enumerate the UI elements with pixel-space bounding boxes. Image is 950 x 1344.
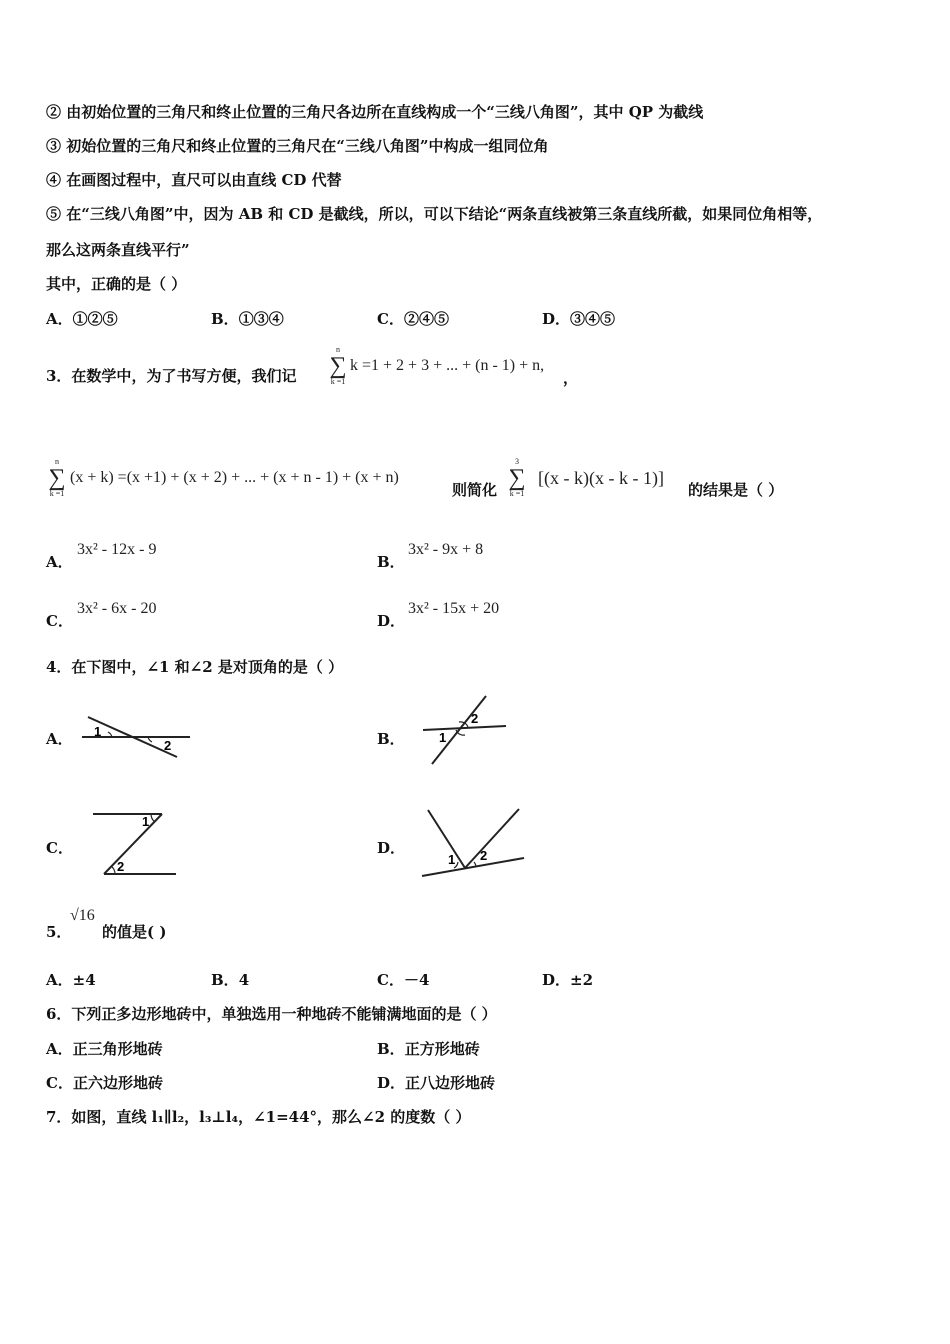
q4-option-d-label[interactable]: D．	[377, 839, 406, 857]
q5-option-c[interactable]: C．－4	[377, 971, 430, 989]
angle-2-label: 2	[117, 859, 125, 874]
q3-then: 则简化	[452, 481, 498, 499]
angle-2-label: 2	[164, 738, 172, 753]
q3-option-a[interactable]: 3x² - 12x - 9	[77, 541, 157, 558]
statement-5-cont: 那么这两条直线平行”	[46, 241, 190, 259]
q6-stem: 6．下列正多边形地砖中，单独选用一种地砖不能铺满地面的是（ ）	[46, 1005, 497, 1023]
q4-figure-b[interactable]	[418, 692, 513, 771]
q3-option-a-label[interactable]: A．	[46, 553, 73, 571]
q5-option-b[interactable]: B．4	[211, 971, 250, 989]
q3-sum-3	[506, 458, 528, 498]
q3-option-c-label[interactable]: C．	[46, 612, 73, 630]
statement-5: ⑤ 在“三线八角图”中，因为 AB 和 CD 是截线，所以，可以下结论“两条直线被第三条直线所截，如果同位角相等，	[46, 205, 823, 223]
q6-option-c[interactable]: C．正六边形地砖	[46, 1074, 163, 1092]
summation-symbol: 3 ∑ k =1	[508, 457, 526, 498]
q2-option-a[interactable]: A．①②⑤	[46, 310, 118, 328]
angle-2-label: 2	[480, 848, 488, 863]
q4-figure-d[interactable]	[420, 806, 530, 882]
summation-symbol: n ∑ k =1	[329, 345, 347, 386]
statement-4: ④ 在画图过程中，直尺可以由直线 CD 代替	[46, 171, 342, 189]
q4-option-b-label[interactable]: B．	[377, 730, 405, 748]
q4-option-c-label[interactable]: C．	[46, 839, 73, 857]
angle-1-label: 1	[439, 730, 447, 745]
q3-definition-1: k =1 + 2 + 3 + ... + (n - 1) + n,	[350, 357, 545, 374]
q3-comma: ，	[563, 369, 579, 387]
q3-option-b-label[interactable]: B．	[377, 553, 405, 571]
q3-definition-2: (x + k) =(x +1) + (x + 2) + ... + (x + n - 1) + (x + n)	[70, 469, 399, 486]
q3-option-c[interactable]: 3x² - 6x - 20	[77, 600, 157, 617]
q2-prompt: 其中，正确的是（ ）	[46, 275, 187, 293]
q3-intro: 3．在数学中，为了书写方便，我们记	[46, 367, 297, 385]
q5-stem: 的值是( )	[102, 923, 167, 941]
q3-option-b[interactable]: 3x² - 9x + 8	[408, 541, 484, 558]
q3-sum-1	[327, 346, 349, 386]
q6-option-b[interactable]: B．正方形地砖	[377, 1040, 480, 1058]
statement-2: ② 由初始位置的三角尺和终止位置的三角尺各边所在直线构成一个“三线八角图”，其中 QP 为截线	[46, 103, 704, 121]
angle-1-label: 1	[448, 852, 456, 867]
q5-number: 5．	[46, 923, 72, 941]
q7-stem: 7．如图，直线 l₁∥l₂，l₃⊥l₄，∠1=44°，那么∠2 的度数（ ）	[46, 1108, 471, 1126]
q6-option-a[interactable]: A．正三角形地砖	[46, 1040, 163, 1058]
q5-radical: √16	[70, 907, 95, 924]
summation-symbol: n ∑ k =1	[48, 457, 66, 498]
q6-option-d[interactable]: D．正八边形地砖	[377, 1074, 496, 1092]
q5-option-d[interactable]: D．±2	[542, 971, 594, 989]
angle-1-label: 1	[142, 814, 150, 829]
q3-sum-2	[46, 458, 68, 498]
q4-figure-a[interactable]	[80, 712, 195, 766]
q4-figure-c[interactable]	[88, 808, 183, 884]
q4-stem: 4．在下图中，∠1 和∠2 是对顶角的是（ ）	[46, 658, 344, 676]
q3-expression: [(x - k)(x - k - 1)]	[538, 468, 664, 488]
q3-tail: 的结果是（ ）	[688, 481, 784, 499]
q2-option-d[interactable]: D．③④⑤	[542, 310, 616, 328]
q2-option-c[interactable]: C．②④⑤	[377, 310, 449, 328]
q3-option-d[interactable]: 3x² - 15x + 20	[408, 600, 500, 617]
statement-3: ③ 初始位置的三角尺和终止位置的三角尺在“三线八角图”中构成一组同位角	[46, 137, 549, 155]
q2-option-b[interactable]: B．①③④	[211, 310, 284, 328]
q3-option-d-label[interactable]: D．	[377, 612, 406, 630]
q5-option-a[interactable]: A．±4	[46, 971, 96, 989]
angle-2-label: 2	[471, 711, 479, 726]
angle-1-label: 1	[94, 724, 102, 739]
q4-option-a-label[interactable]: A．	[46, 730, 73, 748]
